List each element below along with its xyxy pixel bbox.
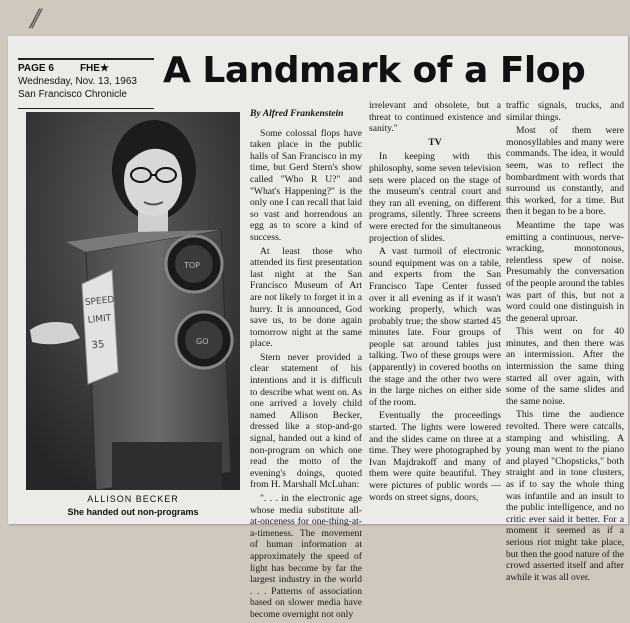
paragraph: This time the audience revolted. There were catcalls, stamping and whistling. A young man went to the piano and played "Chopsticks," both straight and in tone clusters, as if to say the whole thing was infantile and an insult to the public intelligence, and no critic ever said it better. For a moment it seemed as if a serious riot might take place, but then the good nature of the crowd asserted itself and after awhile it was all over. bbox=[506, 409, 624, 583]
sign-number-text: 35 bbox=[91, 339, 106, 352]
paragraph: Eventually the proceedings started. The lights were lowered and the slides came on three at a time. They were photographed by Ivan Majdrakoff and many of them were quite beautiful. They were pictures of public words —words on street signs, doors, bbox=[369, 410, 501, 503]
paragraph-continued: irrelevant and obsolete, but a threat to continued existence and sanity." bbox=[369, 100, 501, 135]
subhead: TV bbox=[428, 136, 442, 148]
paragraph: This went on for 40 minutes, and then there was an intermission. After the intermission the same thing started all over again, with some of the same slides and the same noise. bbox=[506, 326, 624, 407]
photo-illustration bbox=[26, 112, 240, 490]
photo-caption-name: ALLISON BECKER bbox=[87, 494, 179, 504]
photo-caption: She handed out non-programs bbox=[67, 507, 199, 517]
speed-limit-sign bbox=[82, 270, 118, 384]
page-number: PAGE 6 bbox=[18, 63, 54, 74]
sign-speed-text: SPEED bbox=[84, 295, 115, 309]
article-column-2 bbox=[369, 100, 501, 505]
paragraph: At least those who attended its first presentation last night at the San Francisco Museum of Art are not likely to forget it in a hurry. It is announced, God save us, to be done again tomorrow night at the same place. bbox=[250, 245, 362, 350]
paragraph: Some colossal flops have taken place in the public halls of San Francisco in my time, but Gerd Stern's show called "Who R U?" and "What's Happening?" is the only one I can recall that laid so vast and horrendous an egg as to score a kind of success. bbox=[250, 127, 362, 243]
byline: By Alfred Frankenstein bbox=[250, 108, 344, 119]
paragraph: Stern never provided a clear statement of his intentions and it is difficult to describe what went on. As one arrived a lovely child named Allison Becker, dressed like a stop-and-go signal, handed out a kind of non-program on which one read the motto of the evening's doings, quoted from H. Marshall McLuhan: bbox=[250, 351, 362, 491]
light-top-text: TOP bbox=[184, 261, 201, 270]
sign-limit-text: LIMIT bbox=[87, 313, 112, 326]
article-column-1 bbox=[250, 108, 362, 623]
handwritten-mark: // bbox=[30, 2, 35, 35]
publication-date: Wednesday, Nov. 13, 1963 bbox=[18, 76, 137, 87]
paragraph: In keeping with this philosophy, some seven television sets were placed on the stage of the museum's central court and they ran all evening, on different programs, silently. Three screens were erected for the simultaneous projection of slides. bbox=[369, 151, 501, 244]
photo-allison-becker bbox=[26, 112, 240, 490]
newspaper-name: San Francisco Chronicle bbox=[18, 89, 127, 100]
paragraph: ". . . in the electronic age whose media substitute all-at-onceness for one-thing-at-a-timeness. The movement of human information at approximately the speed of light has become by far the largest industry in the world . . . Patterns of association based on slower media have become overnight not only bbox=[250, 493, 362, 620]
page-header-box bbox=[18, 58, 154, 109]
paragraph-continued: traffic signals, trucks, and similar things. bbox=[506, 100, 624, 123]
article-column-3 bbox=[506, 100, 624, 585]
paragraph: A vast turmoil of electronic sound equipment was on a table, and experts from the San Francisco Tape Center fussed over it all evening as if it wasn't working properly, which was probably true; the show started 45 minutes late. Four groups of people sat around tables just talking. Two of these groups were (apparently) in covered booths on the stage and the other two were in the large niches on either side of the room. bbox=[369, 246, 501, 408]
light-bottom-text: GO bbox=[196, 337, 209, 346]
paragraph: Meantime the tape was emitting a continuous, nerve-wracking, monotonous, relentless spew of noise. Presumably the conversation of the people around the tables was part of this, but not a word could one distinguish in the general uproar. bbox=[506, 219, 625, 324]
paragraph: Most of them were monosyllables and many were commands. The idea, it would seem, was to reflect the bombardment with words that surround us constantly, and this worked, for a time. But then it began to be a bore. bbox=[506, 125, 624, 218]
headline: A Landmark of a Flop bbox=[163, 50, 586, 91]
edition-mark: FHE★ bbox=[79, 63, 109, 74]
